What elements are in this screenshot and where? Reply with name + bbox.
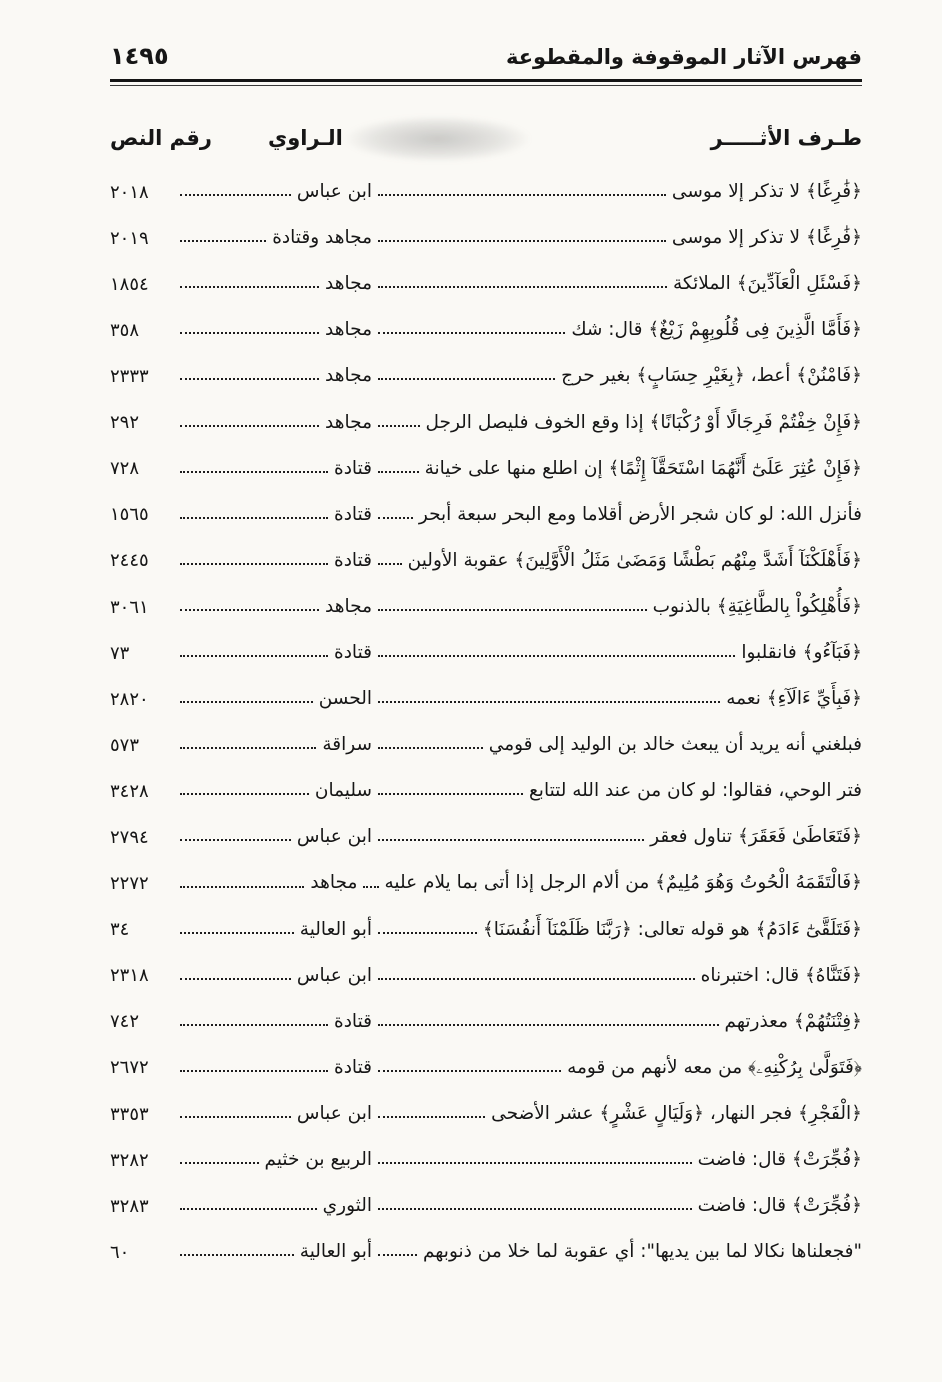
entry-number: ٣٤٢٨: [110, 780, 149, 802]
entry-tail: [110, 1102, 372, 1126]
narrator: مجاهد وقتادة: [272, 227, 372, 249]
narrator: قتادة: [334, 1010, 372, 1032]
dotted-leader: [378, 839, 644, 841]
page-title: فهرس الآثار الموقوفة والمقطوعة: [505, 45, 862, 69]
entry-text: ﴿فِتْنَتُهُمْ﴾ معذرتهم: [724, 1010, 862, 1032]
table-row: [110, 896, 862, 942]
dotted-leader: [378, 932, 477, 934]
entry-text: ﴿فَامْنُنْ﴾ أعط، ﴿بِغَيْرِ حِسَابٍ﴾ بغير حرج: [561, 365, 862, 387]
narrator: ابن عباس: [296, 181, 372, 203]
entry-tail: [110, 180, 372, 204]
dotted-leader: [180, 978, 291, 980]
dotted-leader: [180, 793, 309, 795]
narrator: مجاهد: [325, 411, 372, 433]
dotted-leader: [180, 286, 319, 288]
entry-text: ﴿فَبَآءُو﴾ فانقلبوا: [741, 641, 862, 663]
narrator: قتادة: [334, 641, 372, 663]
entry-text: فأنزل الله: لو كان شجر الأرض أقلاما ومع البحر سبعة أبحر: [418, 503, 862, 525]
dotted-leader: [378, 701, 720, 703]
entry-tail: [110, 687, 372, 711]
column-headers: [110, 126, 862, 150]
entry-tail: [110, 1194, 372, 1218]
table-row: [110, 988, 862, 1034]
narrator: سليمان: [314, 780, 372, 802]
table-row: [110, 158, 862, 204]
table-row: [110, 619, 862, 665]
table-row: [110, 342, 862, 388]
entry-number: ٢٣١٨: [110, 965, 149, 987]
entry-number: ٢٣٣٣: [110, 366, 149, 388]
entry-number: ٢٤٤٥: [110, 550, 149, 572]
dotted-leader: [180, 1024, 328, 1026]
table-row: [110, 942, 862, 988]
table-row: [110, 435, 862, 481]
entry-tail: [110, 825, 372, 849]
dotted-leader: [378, 425, 420, 427]
dotted-leader: [180, 1208, 317, 1210]
entry-number: ٣٣٥٣: [110, 1103, 149, 1125]
dotted-leader: [180, 332, 319, 334]
entry-number: ٣٢٨٣: [110, 1195, 149, 1217]
page-header: [110, 42, 862, 70]
header-double-rule: [110, 79, 862, 86]
dotted-leader: [180, 378, 319, 380]
dotted-leader: [378, 471, 419, 473]
table-row: [110, 1080, 862, 1126]
narrator: قتادة: [334, 1056, 372, 1078]
entry-text: ﴿فَٰرِغًا﴾ لا تذكر إلا موسى: [671, 227, 862, 249]
column-header-number: رقم النص: [110, 126, 212, 150]
dotted-leader: [378, 793, 523, 795]
entry-number: ٢٠١٩: [110, 227, 149, 249]
table-row: [110, 204, 862, 250]
narrator: الحسن: [318, 688, 372, 710]
entry-tail: [110, 779, 372, 803]
entry-text: ﴿فَأُهْلِكُواْ بِالطَّاغِيَةِ﴾ بالذنوب: [652, 595, 862, 617]
narrator: مجاهد: [325, 595, 372, 617]
dotted-leader: [180, 1070, 328, 1072]
entry-number: ٧٢٨: [110, 458, 140, 480]
dotted-leader: [180, 1162, 259, 1164]
entry-number: ٢٩٢: [110, 412, 140, 434]
dotted-leader: [180, 1254, 294, 1256]
dotted-leader: [180, 655, 328, 657]
table-row: [110, 527, 862, 573]
narrator: ابن عباس: [296, 826, 372, 848]
narrator: مجاهد: [325, 319, 372, 341]
index-entries: [110, 158, 862, 1264]
entry-number: ٥٧٣: [110, 734, 140, 756]
dotted-leader: [180, 471, 328, 473]
dotted-leader: [180, 1116, 291, 1118]
dotted-leader: [378, 1208, 692, 1210]
table-row: [110, 665, 862, 711]
narrator: أبو العالية: [299, 1241, 372, 1263]
entry-tail: [110, 364, 372, 388]
entry-tail: [110, 595, 372, 619]
entry-text: ﴿فَسْئَلِ الْعَآدِّينَ﴾ الملائكة: [673, 273, 862, 295]
narrator: مجاهد: [310, 872, 358, 894]
table-row: [110, 296, 862, 342]
entry-number: ٢٦٧٢: [110, 1057, 149, 1079]
narrator: قتادة: [334, 549, 372, 571]
entry-tail: [110, 549, 372, 573]
entry-tail: [110, 1010, 372, 1034]
entry-tail: [110, 1056, 372, 1080]
entry-tail: [110, 871, 357, 895]
entry-number: ٢٨٢٠: [110, 688, 149, 710]
dotted-leader: [180, 609, 319, 611]
entry-text: فبلغني أنه يريد أن يبعث خالد بن الوليد إلى قومي: [488, 734, 862, 756]
dotted-leader: [378, 1162, 692, 1164]
entry-text: ﴿فَٰرِغًا﴾ لا تذكر إلا موسى: [671, 181, 862, 203]
narrator: قتادة: [334, 457, 372, 479]
narrator: مجاهد: [325, 365, 372, 387]
entry-tail: [110, 318, 372, 342]
column-header-athar: طـرف الأثـــــر: [710, 126, 862, 150]
table-row: [110, 803, 862, 849]
entry-tail: [110, 733, 372, 757]
dotted-leader: [378, 240, 666, 242]
dotted-leader: [180, 517, 328, 519]
narrator: أبو العالية: [299, 918, 372, 940]
entry-number: ٧٣: [110, 642, 130, 664]
column-header-narrator: الـراوي: [268, 126, 343, 150]
entry-tail: [110, 964, 372, 988]
dotted-leader: [378, 286, 667, 288]
dotted-leader: [180, 839, 291, 841]
dotted-leader: [378, 1070, 561, 1072]
entry-number: ٢٧٩٤: [110, 827, 149, 849]
dotted-leader: [378, 1254, 417, 1256]
narrator: مجاهد: [325, 273, 372, 295]
dotted-leader: [378, 655, 735, 657]
dotted-leader: [180, 932, 294, 934]
narrator: ابن عباس: [296, 964, 372, 986]
dotted-leader: [363, 886, 378, 888]
table-row: [110, 1172, 862, 1218]
entry-tail: [110, 1240, 372, 1264]
dotted-leader: [180, 563, 328, 565]
entry-number: ٣٤: [110, 919, 130, 941]
scan-smudge: [345, 116, 530, 162]
entry-number: ٢٢٧٢: [110, 873, 149, 895]
entry-tail: [110, 457, 372, 481]
table-row: [110, 481, 862, 527]
entry-tail: [110, 503, 372, 527]
dotted-leader: [378, 609, 647, 611]
entry-text: ﴿فَالْتَقَمَهُ الْحُوتُ وَهُوَ مُلِيمٌ﴾ من ألام الرجل إذا أتى بما يلام عليه: [384, 872, 862, 894]
entry-text: ﴿الْفَجْرِ﴾ فجر النهار، ﴿وَلَيَالٍ عَشْرٍ﴾ عشر الأضحى: [491, 1102, 862, 1124]
entry-number: ٣٠٦١: [110, 596, 149, 618]
table-row: [110, 388, 862, 434]
table-row: [110, 711, 862, 757]
dotted-leader: [378, 194, 666, 196]
entry-tail: [110, 226, 372, 250]
entry-number: ٣٢٨٢: [110, 1149, 149, 1171]
table-row: [110, 757, 862, 803]
dotted-leader: [180, 886, 304, 888]
entry-text: ﴿فَإِنْ عُثِرَ عَلَىٰٓ أَنَّهُمَا اسْتَحَقَّآ إِثْمًا﴾ إن اطلع منها على خيانة: [424, 457, 862, 479]
dotted-leader: [378, 378, 555, 380]
entry-number: ٣٥٨: [110, 319, 140, 341]
entry-number: ٧٤٢: [110, 1011, 140, 1033]
entry-text: ﴿فَتَنَّاهُ﴾ قال: اختبرناه: [700, 964, 862, 986]
entry-text: ﴿فُجِّرَتْ﴾ قال: فاضت: [697, 1195, 862, 1217]
entry-text: ﴿فَتَلَقَّىٰٓ ءَادَمُ﴾ هو قوله تعالى: ﴿رَبَّنَا ظَلَمْنَآ أَنفُسَنَا﴾: [482, 918, 862, 940]
narrator: قتادة: [334, 503, 372, 525]
entry-tail: [110, 918, 372, 942]
entry-tail: [110, 1148, 372, 1172]
dotted-leader: [378, 1024, 719, 1026]
entry-number: ١٨٥٤: [110, 273, 149, 295]
entry-text: ﴿فَأَهْلَكْنَآ أَشَدَّ مِنْهُم بَطْشًا وَمَضَىٰ مَثَلُ الْأَوَّلِينَ﴾ عقوبة الأولين: [407, 549, 862, 571]
entry-text: ﴿فُجِّرَتْ﴾ قال: فاضت: [697, 1149, 862, 1171]
dotted-leader: [378, 978, 695, 980]
dotted-leader: [180, 425, 319, 427]
entry-number: ٢٠١٨: [110, 181, 149, 203]
entry-tail: [110, 272, 372, 296]
narrator: الثوري: [322, 1195, 372, 1217]
narrator: ابن عباس: [296, 1102, 372, 1124]
page-number: ١٤٩٥: [110, 42, 169, 70]
table-row: [110, 1034, 862, 1080]
dotted-leader: [378, 332, 565, 334]
dotted-leader: [378, 563, 402, 565]
table-row: [110, 849, 862, 895]
table-row: [110, 573, 862, 619]
table-row: [110, 250, 862, 296]
entry-text: ﴿فَبِأَيِّ ءَالَآءِ﴾ نعمه: [726, 688, 862, 710]
entry-text: ﴿فَإِنْ خِفْتُمْ فَرِجَالًا أَوْ رُكْبَانًا﴾ إذا وقع الخوف فليصل الرجل: [425, 411, 862, 433]
dotted-leader: [180, 701, 313, 703]
narrator: الربيع بن خثيم: [264, 1149, 372, 1171]
entry-text: ﴿فَتَعَاطَىٰ فَعَقَرَ﴾ تناول فعقر: [650, 826, 862, 848]
entry-tail: [110, 641, 372, 665]
dotted-leader: [378, 1116, 485, 1118]
entry-text: ﴿فَتَوَلَّىٰ بِرُكْنِهِۦ﴾ من معه لأنهم من قومه: [567, 1056, 862, 1078]
narrator: سراقة: [322, 734, 372, 756]
dotted-leader: [180, 747, 316, 749]
entry-text: ﴿فَأَمَّا الَّذِينَ فِى قُلُوبِهِمْ زَيْغٌ﴾ قال: شك: [571, 319, 862, 341]
table-row: [110, 1126, 862, 1172]
table-row: [110, 1218, 862, 1264]
dotted-leader: [180, 240, 266, 242]
entry-text: "فجعلناها نكالا لما بين يديها": أي عقوبة لما خلا من ذنوبهم: [422, 1241, 862, 1263]
dotted-leader: [180, 194, 291, 196]
dotted-leader: [378, 517, 413, 519]
entry-number: ٦٠: [110, 1241, 130, 1263]
dotted-leader: [378, 747, 483, 749]
entry-text: فتر الوحي، فقالوا: لو كان من عند الله لتتابع: [528, 780, 862, 802]
entry-number: ١٥٦٥: [110, 504, 149, 526]
entry-tail: [110, 411, 372, 435]
